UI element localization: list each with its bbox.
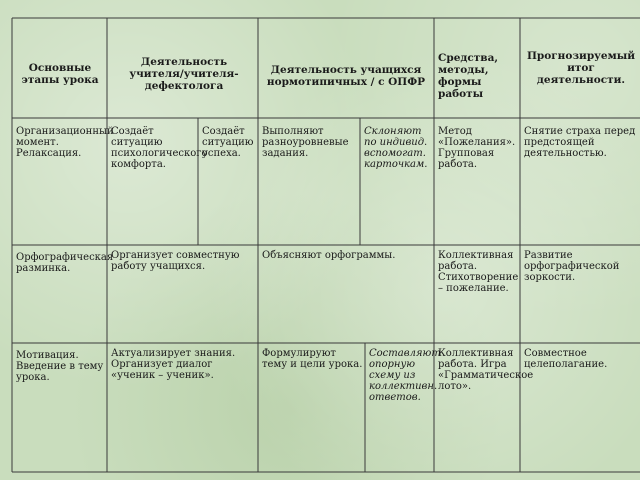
row1-teacher-a: Создаёт ситуацию психологического комфорта. bbox=[111, 126, 208, 170]
header-stages: Основные этапы урока bbox=[21, 62, 99, 86]
header-result: Прогнозируемый итог деятельности. bbox=[526, 50, 636, 86]
header-means: Средства, методы, формы работы bbox=[438, 52, 499, 100]
row3-means: Коллективная работа. Игра «Грамматическое лото». bbox=[438, 348, 534, 392]
row2-teacher: Организует совместную работу учащихся. bbox=[111, 250, 240, 272]
row1-result: Снятие страха перед предстоящей деятельностью. bbox=[524, 126, 636, 159]
row1-stage: Организационный момент. Релаксация. bbox=[16, 126, 114, 159]
row3-stage: Мотивация. Введение в тему урока. bbox=[16, 350, 104, 383]
row1-teacher-b: Создаёт ситуацию успеха. bbox=[202, 126, 254, 159]
row3-students-b: Составляют опорную схему из коллективн. ответов. bbox=[369, 348, 441, 403]
header-teacher: Деятельность учителя/учителя-дефектолога bbox=[129, 56, 239, 92]
row2-students: Объясняют орфограммы. bbox=[262, 250, 396, 261]
row3-students-a: Формулируют тему и цели урока. bbox=[262, 348, 363, 370]
row2-result: Развитие орфографической зоркости. bbox=[524, 250, 620, 283]
row2-stage: Орфографическая разминка. bbox=[16, 252, 114, 274]
row1-students-b: Склоняют по индивид. вспомогат. карточкам. bbox=[364, 126, 428, 170]
row2-means: Коллективная работа. Стихотворение – пожелание. bbox=[438, 250, 519, 294]
row3-teacher: Актуализирует знания. Организует диалог «ученик – ученик». bbox=[111, 348, 236, 381]
row1-means: Метод «Пожелания». Групповая работа. bbox=[438, 126, 516, 170]
row1-students-a: Выполняют разноуровневые задания. bbox=[262, 126, 349, 159]
header-students: Деятельность учащихся нормотипичных / с ОПФР bbox=[266, 64, 426, 88]
row3-result: Совместное целеполагание. bbox=[524, 348, 608, 370]
